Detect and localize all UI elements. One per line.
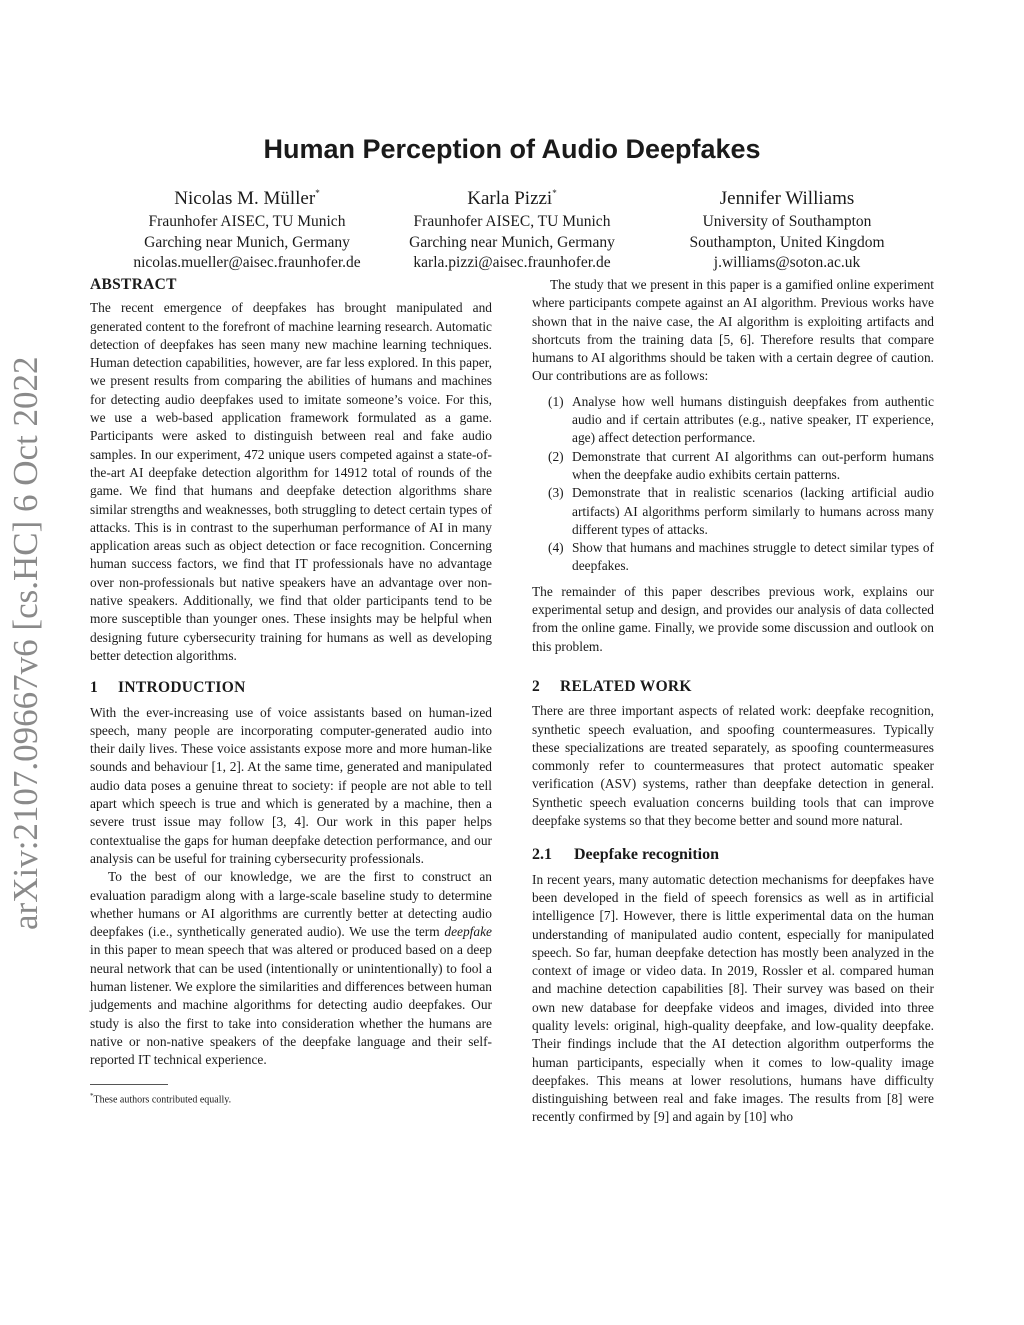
- author-location: Garching near Munich, Germany: [409, 233, 615, 251]
- author-block: [362, 180, 662, 274]
- intro-paragraph-2: To the best of our knowledge, we are the first to construct an evaluation paradigm along with a large-scale baseline study to determine whether humans or AI algorithms are currently better at detecting audio deepfakes (i.e., synthetically generated audio). We use the term deepfake in this paper to mean speech that was altered or produced based on a deep neural network that can be used (intentionally or unintentionally) to fool a human listener. We explore the similarities and differences between human judgements and machine algorithms for detecting audio deepfakes. Our study is also the first to take into consideration whether the humans are native or non-native speakers of the deepfake language and their self-reported IT technical experience.: [90, 869, 492, 1068]
- paper-title: Human Perception of Audio Deepfakes: [263, 134, 761, 164]
- subsection-number: 2.1: [532, 846, 552, 864]
- author-affiliation: Fraunhofer AISEC, TU Munich: [413, 213, 611, 230]
- list-item: (1) Analyse how well humans distinguish deepfakes from authentic audio and if certain attributes (e.g., native speaker, IT experience, age) affect detection performance.: [548, 393, 934, 446]
- section-title: INTRODUCTION: [118, 679, 246, 697]
- author-email: j.williams@soton.ac.uk: [713, 254, 861, 271]
- subsection-title: Deepfake recognition: [574, 846, 720, 864]
- section-heading-related-work: [532, 678, 934, 696]
- related-work-paragraph: There are three important aspects of related work: deepfake recognition, synthetic speech evaluation, and spoofing countermeasures. Typically these specializations are treated separately, as spoofing countermeasures commonly refer to countermeasures that protect automatic speaker verification (ASV) systems, rather than deepfake detection in general. Synthetic speech evaluation concerns building tools that can improve deepfake systems so that they become better and sound more natural.: [532, 703, 934, 829]
- list-item: (4) Show that humans and machines struggle to detect similar types of deepfakes.: [548, 540, 934, 574]
- author-block: [97, 180, 397, 274]
- arxiv-id: arXiv:2107.09667v6 [cs.HC] 6 Oct 2022: [6, 356, 45, 930]
- author-email: nicolas.mueller@aisec.fraunhofer.de: [133, 254, 361, 271]
- section-number: 2: [532, 677, 541, 695]
- abstract-heading: ABSTRACT: [90, 276, 177, 293]
- author-affiliation: University of Southampton: [702, 213, 872, 230]
- remainder-paragraph: The remainder of this paper describes previous work, explains our experimental setup and design, and provides our analysis of data collected from the online game. Finally, we provide some discussion and outlook on this problem.: [532, 583, 934, 654]
- author-name: Jennifer Williams: [719, 188, 855, 209]
- list-item: (2) Demonstrate that current AI algorithms can out-perform humans when the deepfake audio exhibits certain patterns.: [548, 448, 934, 482]
- author-name: Nicolas M. Müller*: [174, 188, 320, 209]
- left-column: [90, 276, 492, 1107]
- footnote: *These authors contributed equally.: [90, 1092, 232, 1106]
- deepfake-recognition-paragraph: In recent years, many automatic detection mechanisms for deepfakes have been developed in the field of speech forensics as well as in artificial intelligence [7]. However, there is little experimental data on the human understanding of manipulated audio content, especially for manipulated speech. So far, human deepfake detection has mostly been analyzed in the context of image or video data. In 2019, Rossler et al. compared human and machine detection capabilities [8]. Their survey was based on their own new database for deepfake videos and images, divided into three quality levels: original, high-quality deepfake, and low-quality deepfake. Their findings include that the AI detection algorithm outperforms the human participants, especially when it comes to low-quality image deepfakes. This means at lower resolutions, humans have difficulty distinguishing between real and fake images. The results from [8] were recently confirmed by [9] and again by [10] who: [532, 871, 934, 1125]
- list-item: (3) Demonstrate that in realistic scenarios (lacking artificial audio artifacts) AI algorithms perform similarly to humans across many different types of attacks.: [548, 485, 934, 537]
- subsection-heading-deepfake-recognition: [532, 846, 934, 864]
- intro-paragraph-1: With the ever-increasing use of voice assistants based on human-ized speech, many people are incorporating computer-generated audio into their daily lives. These voice assistants expose more and more human-like sounds and behaviour [1, 2]. At the same time, generated and manipulated audio data poses a genuine threat to society: if people are not able to tell apart which speech is true and which is generated by a machine, then a severe trust issue may follow [3, 4]. Our work in this paper helps contextualise the gaps for human deepfake detection performance, and our analysis can be useful for training cybersecurity professionals.: [90, 704, 492, 866]
- right-column: [532, 276, 934, 1127]
- contributions-list: [532, 393, 934, 576]
- author-block: [637, 180, 937, 274]
- author-email: karla.pizzi@aisec.fraunhofer.de: [413, 254, 611, 271]
- author-affiliation: Fraunhofer AISEC, TU Munich: [148, 213, 346, 230]
- footnote-rule: [90, 1084, 168, 1085]
- section-number: 1: [90, 679, 99, 697]
- section-title: RELATED WORK: [560, 677, 692, 695]
- study-paragraph: The study that we present in this paper is a gamified online experiment where participants compete against an AI algorithm. Previous works have shown that in the naive case, the AI algorithm is exploiting artifacts and shortcuts from the training data [5, 6]. Therefore results that compare humans to AI algorithms should be taken with a certain degree of caution. Our contributions are as follows:: [532, 277, 934, 384]
- term-deepfake: deepfake: [444, 924, 492, 940]
- author-location: Southampton, United Kingdom: [689, 233, 885, 251]
- author-name: Karla Pizzi*: [467, 188, 557, 209]
- section-heading-introduction: [90, 679, 492, 697]
- author-location: Garching near Munich, Germany: [144, 233, 350, 251]
- abstract-text: The recent emergence of deepfakes has brought manipulated and generated content to the forefront of machine learning research. Automatic detection of deepfakes has seen many new machine learning techniques. Human detection capabilities, however, are far less explored. In this paper, we present results from comparing the abilities of humans and machines for detecting audio deepfakes used to imitate someone’s voice. For this, we use a web-based application framework formulated as a game. Participants were asked to distinguish between real and fake audio samples. In our experiment, 472 unique users competed against a state-of-the-art AI deepfake detection algorithm for 14912 total of rounds of the game. We find that humans and deepfake detection algorithms share similar strengths and weaknesses, both struggling to detect certain types of attacks. This is in contrast to the superhuman performance of AI in many application areas such as object detection or face recognition. Concerning human success factors, we find that IT professionals have no advantage over non-professionals but native speakers have an advantage over non-native speakers. Additionally, we find that older participants tend to be more susceptible than younger ones. These insights may be helpful when designing future cybersecurity training for humans as well as developing better detection algorithms.: [90, 300, 492, 663]
